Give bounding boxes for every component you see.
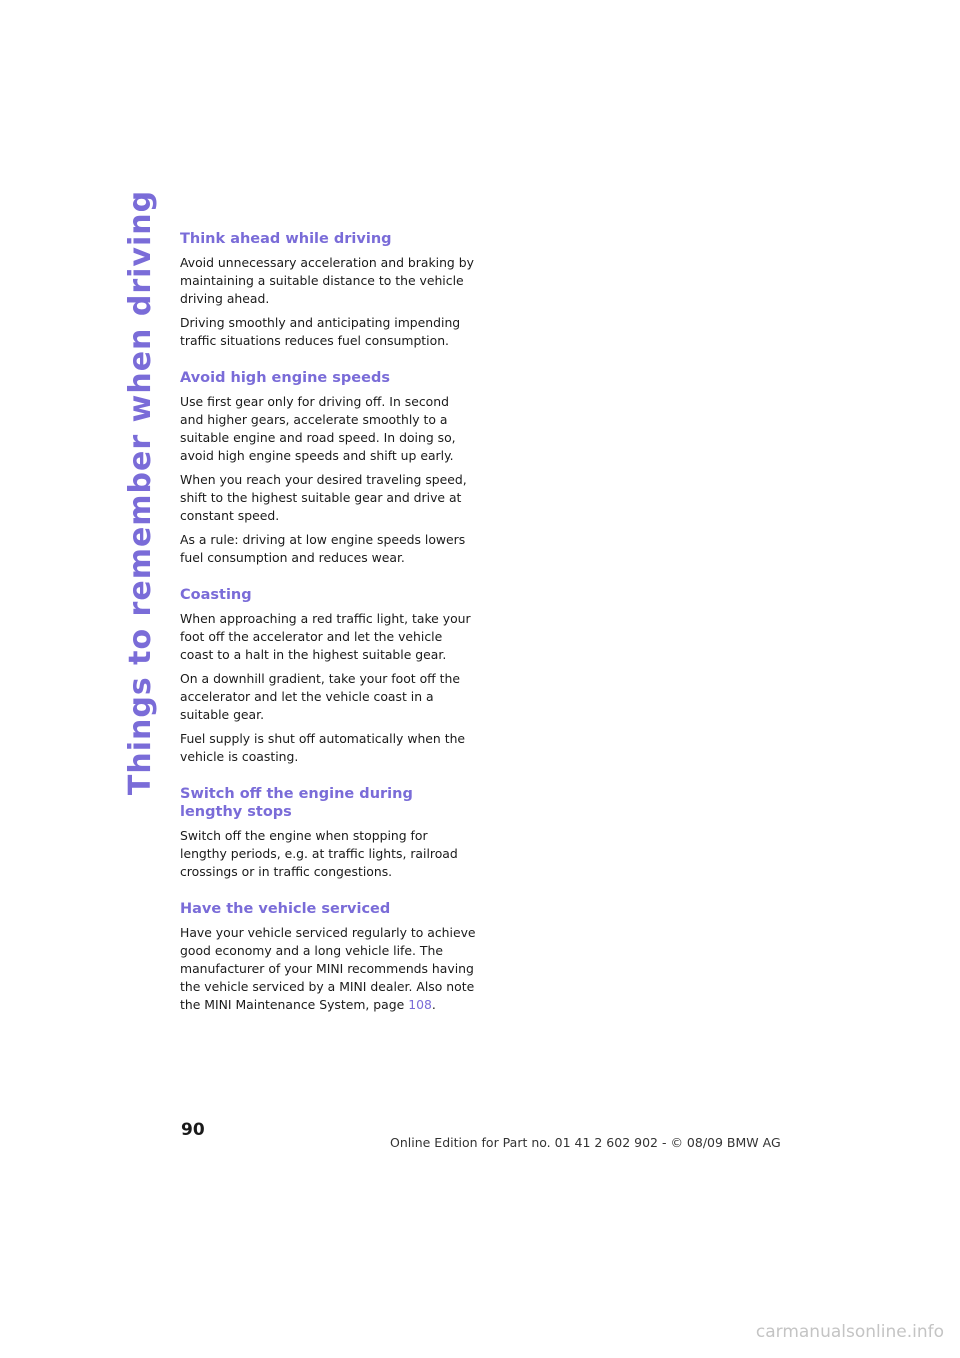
section-heading: Have the vehicle serviced	[180, 901, 391, 917]
paragraph: Avoid unnecessary acceleration and braking by maintaining a suitable distance to the vehicle driving ahead.	[180, 255, 474, 306]
paragraph: Fuel supply is shut off automatically when the vehicle is coasting.	[180, 731, 466, 764]
paragraph: When you reach your desired traveling speed, shift to the highest suitable gear and drive at constant speed.	[180, 472, 467, 523]
paragraph: Switch off the engine when stopping for lengthy periods, e.g. at traffic lights, railroad crossings or in traffic congestions.	[180, 828, 458, 879]
paragraph: Driving smoothly and anticipating impending traffic situations reduces fuel consumption.	[180, 315, 461, 348]
paragraph	[180, 924, 476, 1014]
section-switch-off-engine	[180, 785, 476, 881]
section-avoid-high-engine-speeds	[180, 369, 476, 567]
paragraph-end: .	[431, 997, 436, 1012]
section-heading: Think ahead while driving	[180, 231, 392, 247]
paragraph: As a rule: driving at low engine speeds lowers fuel consumption and reduces wear.	[180, 532, 466, 565]
section-heading: Avoid high engine speeds	[180, 370, 390, 386]
paragraph: Use first gear only for driving off. In second and higher gears, accelerate smoothly to a suitable engine and road speed. In doing so, avoid high engine speeds and shift up early.	[180, 394, 456, 463]
section-heading: Coasting	[180, 587, 252, 603]
section-side-title	[117, 189, 165, 796]
paragraph: When approaching a red traffic light, take your foot off the accelerator and let the vehicle coast to a halt in the highest suitable gear.	[180, 611, 471, 662]
page-number: 90	[181, 1120, 205, 1140]
footer-edition-note: Online Edition for Part no. 01 41 2 602 902 - © 08/09 BMW AG	[390, 1135, 781, 1150]
section-coasting	[180, 586, 476, 766]
paragraph: On a downhill gradient, take your foot off the accelerator and let the vehicle coast in a suitable gear.	[180, 671, 460, 722]
paragraph-text: Have your vehicle serviced regularly to achieve good economy and a long vehicle life. The manufacturer of your MINI recommends having the vehicle serviced by a MINI dealer. Also note the MINI Maintenance System, page	[180, 925, 476, 1012]
page-reference-link[interactable]: 108	[408, 997, 432, 1012]
section-heading: Switch off the engine during lengthy stops	[180, 786, 413, 820]
side-title-text: Things to remember when driving	[123, 189, 159, 796]
section-think-ahead	[180, 230, 476, 350]
watermark: carmanualsonline.info	[755, 1322, 944, 1342]
section-vehicle-serviced	[180, 900, 476, 1014]
page-content	[180, 230, 476, 1033]
